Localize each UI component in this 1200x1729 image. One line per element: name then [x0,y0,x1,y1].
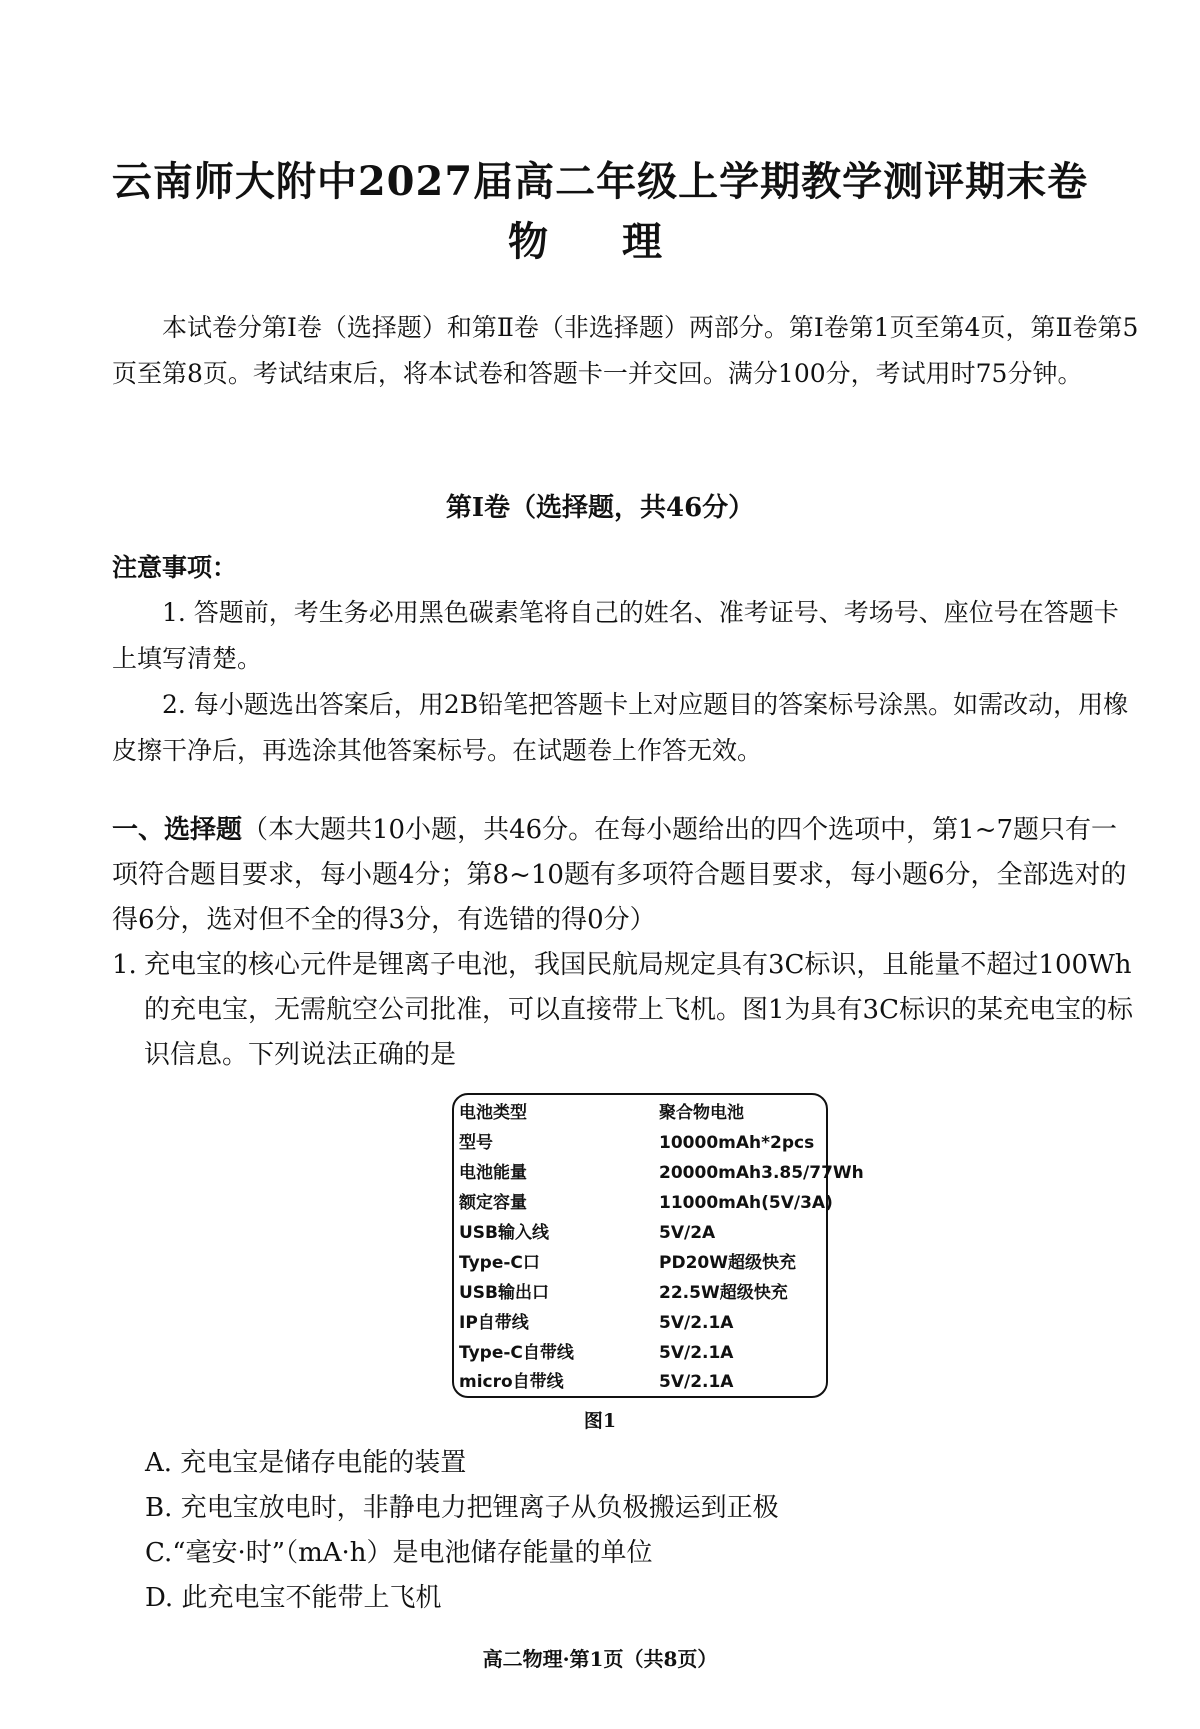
option-b: B. 充电宝放电时，非静电力把锂离子从负极搬运到正极 [145,1493,779,1523]
part-instructions [112,808,1142,943]
option-a: A. 充电宝是储存电能的装置 [145,1448,467,1478]
label-row [459,1218,825,1248]
label-key: USB输入线 [459,1223,550,1243]
label-value: 5V/2.1A [659,1313,734,1333]
label-value: 11000mAh(5V/3A) [659,1193,833,1213]
label-row [459,1248,825,1278]
power-bank-label-figure [452,1093,864,1398]
label-key: IP自带线 [459,1313,529,1333]
label-value: 5V/2.1A [659,1372,734,1392]
part-text: （本大题共10小题，共46分。在每小题给出的四个选项中，第1~7题只有一项符合题目要求，每小题4分；第8~10题有多项符合题目要求，每小题6分，全部选对的得6分，选对但不全的得3分，有选错的得0分） [112,815,1127,935]
page-footer: 高二物理·第1页（共8页） [482,1647,718,1671]
notice-item: 1. 答题前，考生务必用黑色碳素笔将自己的姓名、准考证号、考场号、座位号在答题卡上填写清楚。 [112,598,1119,673]
label-row [459,1338,825,1368]
label-key: 额定容量 [459,1193,527,1213]
label-key: 电池类型 [459,1103,527,1123]
option-d: D. 此充电宝不能带上飞机 [145,1583,442,1613]
label-value: 5V/2.1A [659,1343,734,1363]
label-value: 22.5W超级快充 [659,1283,788,1303]
label-key: 电池能量 [459,1163,527,1183]
subject-title: 物 理 [508,218,692,265]
question-stem: 充电宝的核心元件是锂离子电池，我国民航局规定具有3C标识，且能量不超过100Wh的充电宝，无需航空公司批准，可以直接带上飞机。图1为具有3C标识的某充电宝的标识信息。下列说法正确的是 [144,950,1133,1070]
label-key: micro自带线 [459,1372,564,1392]
label-value: 20000mAh3.85/77Wh [659,1163,864,1183]
option-c: C.“毫安·时”（mA·h）是电池储存能量的单位 [145,1538,653,1568]
label-row [459,1188,833,1218]
label-key: 型号 [459,1133,493,1153]
label-value: PD20W超级快充 [659,1253,796,1273]
label-row [459,1158,864,1188]
label-row [459,1128,825,1158]
label-row [459,1308,825,1338]
label-key: Type-C自带线 [459,1343,574,1363]
label-value: 5V/2A [659,1223,716,1243]
label-row [459,1367,825,1397]
label-key: Type-C口 [459,1253,540,1273]
question-number: 1. [112,950,137,980]
notice-item: 2. 每小题选出答案后，用2B铅笔把答题卡上对应题目的答案标号涂黑。如需改动，用橡皮擦干净后，再选涂其他答案标号。在试题卷上作答无效。 [112,690,1129,765]
intro-paragraph: 本试卷分第Ⅰ卷（选择题）和第Ⅱ卷（非选择题）两部分。第Ⅰ卷第1页至第4页，第Ⅱ卷第5页至第8页。考试结束后，将本试卷和答题卡一并交回。满分100分，考试用时75分钟。 [112,313,1139,388]
section-heading: 第Ⅰ卷（选择题，共46分） [445,493,755,523]
label-value: 聚合物电池 [659,1103,744,1123]
question-1 [112,943,1142,1078]
exam-title: 云南师大附中2027届高二年级上学期教学测评期末卷 [111,158,1089,205]
figure-caption: 图1 [583,1410,617,1432]
notice-heading: 注意事项： [112,553,238,582]
label-row [459,1098,825,1128]
label-key: USB输出口 [459,1283,550,1303]
part-label: 一、选择题 [112,815,243,845]
label-row [459,1278,825,1308]
label-value: 10000mAh*2pcs [659,1133,815,1153]
